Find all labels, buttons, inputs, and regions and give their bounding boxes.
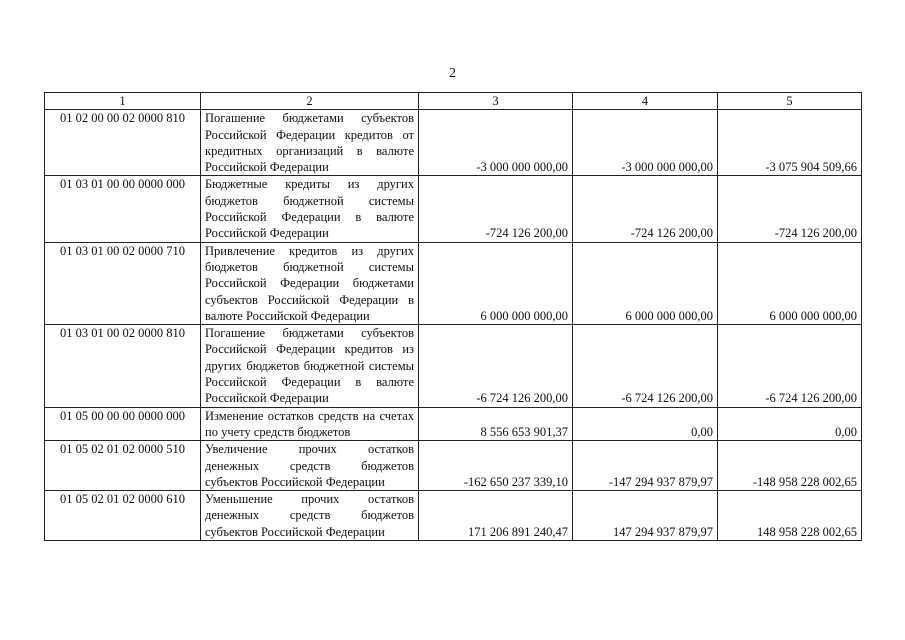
description-cell: Уменьшение прочих остатков денежных средств бюджетов субъектов Российской Федерации xyxy=(201,491,419,541)
amount-col4-cell: 147 294 937 879,97 xyxy=(573,491,718,541)
page-number: 2 xyxy=(449,66,456,81)
amount-col5-cell: 148 958 228 002,65 xyxy=(718,491,862,541)
table-row xyxy=(45,325,862,407)
description-cell: Бюджетные кредиты из других бюджетов бюджетной системы Российской Федерации в валюте Российской Федерации xyxy=(201,176,419,242)
amount-col3-cell: 8 556 653 901,37 xyxy=(419,407,573,441)
amount-col4-cell: 0,00 xyxy=(573,407,718,441)
amount-col5-cell: -148 958 228 002,65 xyxy=(718,441,862,491)
amount-col3-cell: -6 724 126 200,00 xyxy=(419,325,573,407)
budget-code-cell: 01 05 00 00 00 0000 000 xyxy=(45,407,201,441)
table-row xyxy=(45,176,862,242)
column-header-5: 5 xyxy=(718,93,862,110)
amount-col4-cell: -6 724 126 200,00 xyxy=(573,325,718,407)
description-cell: Привлечение кредитов из других бюджетов бюджетной системы Российской Федерации бюджетами субъектов Российской Федерации в валюте Российской Федерации xyxy=(201,242,419,324)
budget-code-cell: 01 05 02 01 02 0000 510 xyxy=(45,441,201,491)
amount-col4-cell: -724 126 200,00 xyxy=(573,176,718,242)
amount-col5-cell: 0,00 xyxy=(718,407,862,441)
table-header-row xyxy=(45,93,862,110)
amount-col5-cell: -3 075 904 509,66 xyxy=(718,110,862,176)
amount-col3-cell: 6 000 000 000,00 xyxy=(419,242,573,324)
table-row xyxy=(45,110,862,176)
amount-col5-cell: 6 000 000 000,00 xyxy=(718,242,862,324)
budget-code-cell: 01 05 02 01 02 0000 610 xyxy=(45,491,201,541)
amount-col5-cell: -6 724 126 200,00 xyxy=(718,325,862,407)
amount-col5-cell: -724 126 200,00 xyxy=(718,176,862,242)
description-cell: Увеличение прочих остатков денежных средств бюджетов субъектов Российской Федерации xyxy=(201,441,419,491)
description-cell: Изменение остатков средств на счетах по учету средств бюджетов xyxy=(201,407,419,441)
budget-sources-table xyxy=(44,92,862,541)
amount-col3-cell: -162 650 237 339,10 xyxy=(419,441,573,491)
table-row xyxy=(45,491,862,541)
description-cell: Погашение бюджетами субъектов Российской Федерации кредитов от кредитных организаций в валюте Российской Федерации xyxy=(201,110,419,176)
table-row xyxy=(45,242,862,324)
table-row xyxy=(45,441,862,491)
budget-code-cell: 01 03 01 00 00 0000 000 xyxy=(45,176,201,242)
amount-col4-cell: -147 294 937 879,97 xyxy=(573,441,718,491)
amount-col4-cell: -3 000 000 000,00 xyxy=(573,110,718,176)
column-header-2: 2 xyxy=(201,93,419,110)
column-header-3: 3 xyxy=(419,93,573,110)
budget-code-cell: 01 03 01 00 02 0000 710 xyxy=(45,242,201,324)
budget-code-cell: 01 02 00 00 02 0000 810 xyxy=(45,110,201,176)
budget-code-cell: 01 03 01 00 02 0000 810 xyxy=(45,325,201,407)
amount-col3-cell: -3 000 000 000,00 xyxy=(419,110,573,176)
amount-col3-cell: 171 206 891 240,47 xyxy=(419,491,573,541)
description-cell: Погашение бюджетами субъектов Российской Федерации кредитов из других бюджетов бюджетной системы Российской Федерации в валюте Российской Федерации xyxy=(201,325,419,407)
amount-col3-cell: -724 126 200,00 xyxy=(419,176,573,242)
column-header-4: 4 xyxy=(573,93,718,110)
amount-col4-cell: 6 000 000 000,00 xyxy=(573,242,718,324)
column-header-1: 1 xyxy=(45,93,201,110)
table-row xyxy=(45,407,862,441)
